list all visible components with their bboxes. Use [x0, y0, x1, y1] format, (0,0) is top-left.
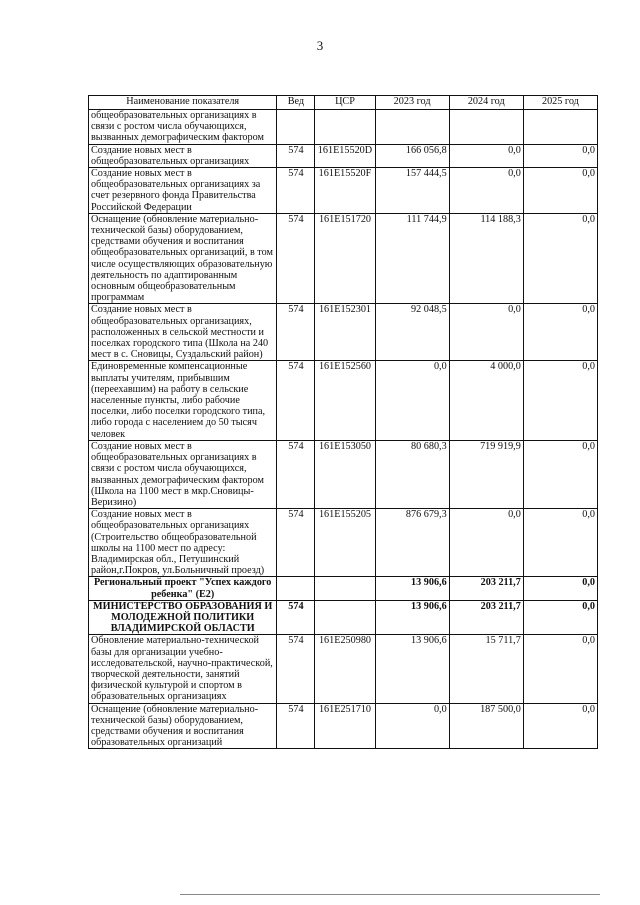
cell-ved: 574 [277, 144, 315, 167]
table-row [89, 213, 598, 304]
cell-csr: 161E152301 [315, 304, 375, 361]
footer-divider [180, 894, 600, 895]
cell-name: Единовременные компенсационные выплаты учителям, прибывшим (переехавшим) на работу в сельские населенные пункты, либо рабочие поселки, либо поселки городского типа, либо города с населением до 50 тысяч человек [89, 361, 277, 440]
cell-ved: 574 [277, 304, 315, 361]
table-row [89, 577, 598, 600]
cell-2024: 203 211,7 [449, 577, 523, 600]
cell-2025 [523, 110, 597, 145]
cell-2025: 0,0 [523, 168, 597, 214]
cell-2025: 0,0 [523, 304, 597, 361]
cell-2023: 13 906,6 [375, 600, 449, 635]
cell-ved: 574 [277, 440, 315, 508]
cell-2025: 0,0 [523, 361, 597, 440]
cell-2023 [375, 110, 449, 145]
cell-2024: 15 711,7 [449, 635, 523, 703]
cell-2023: 0,0 [375, 361, 449, 440]
cell-name: Оснащение (обновление материально-технической базы) оборудованием, средствами обучения и воспитания образовательных организаций [89, 703, 277, 749]
cell-ved: 574 [277, 635, 315, 703]
table-row [89, 144, 598, 167]
cell-2023: 0,0 [375, 703, 449, 749]
budget-table [88, 95, 598, 749]
table-row [89, 600, 598, 635]
table-row [89, 703, 598, 749]
cell-2023: 92 048,5 [375, 304, 449, 361]
cell-2023: 111 744,9 [375, 213, 449, 304]
table-row [89, 110, 598, 145]
header-ved: Вед [277, 96, 315, 110]
cell-2024: 0,0 [449, 509, 523, 577]
header-2023: 2023 год [375, 96, 449, 110]
table-row [89, 168, 598, 214]
header-csr: ЦСР [315, 96, 375, 110]
cell-name: Создание новых мест в общеобразовательных организациях [89, 144, 277, 167]
cell-name: Создание новых мест в общеобразовательных организациях за счет резервного фонда Правительства Российской Федерации [89, 168, 277, 214]
cell-2024 [449, 110, 523, 145]
cell-2023: 13 906,6 [375, 635, 449, 703]
cell-2025: 0,0 [523, 144, 597, 167]
cell-2024: 187 500,0 [449, 703, 523, 749]
table-row [89, 361, 598, 440]
cell-csr: 161E15520F [315, 168, 375, 214]
cell-ved: 574 [277, 703, 315, 749]
cell-2024: 0,0 [449, 144, 523, 167]
cell-csr: 161E251710 [315, 703, 375, 749]
page-number: 3 [316, 38, 324, 53]
cell-2024: 203 211,7 [449, 600, 523, 635]
cell-name: Оснащение (обновление материально-технической базы) оборудованием, средствами обучения и воспитания общеобразовательных организаций, в том числе осуществляющих образовательную деятельность по адаптированным основным общеобразовательным программам [89, 213, 277, 304]
cell-csr: 161E152560 [315, 361, 375, 440]
cell-2025: 0,0 [523, 635, 597, 703]
cell-2025: 0,0 [523, 440, 597, 508]
cell-2025: 0,0 [523, 703, 597, 749]
cell-2025: 0,0 [523, 600, 597, 635]
table-row [89, 440, 598, 508]
cell-ved: 574 [277, 509, 315, 577]
cell-2023: 13 906,6 [375, 577, 449, 600]
cell-ved [277, 577, 315, 600]
cell-ved: 574 [277, 600, 315, 635]
cell-ved: 574 [277, 168, 315, 214]
cell-name: Создание новых мест в общеобразовательных организациях, расположенных в сельской местности и поселках городского типа (Школа на 240 мест в с. Сновицы, Суздальский район) [89, 304, 277, 361]
cell-ved: 574 [277, 213, 315, 304]
cell-name: МИНИСТЕРСТВО ОБРАЗОВАНИЯ И МОЛОДЕЖНОЙ ПОЛИТИКИ ВЛАДИМИРСКОЙ ОБЛАСТИ [89, 600, 277, 635]
cell-csr [315, 577, 375, 600]
cell-2024: 0,0 [449, 168, 523, 214]
cell-ved: 574 [277, 361, 315, 440]
table-row [89, 635, 598, 703]
cell-2025: 0,0 [523, 213, 597, 304]
cell-name: Региональный проект "Успех каждого ребенка" (Е2) [89, 577, 277, 600]
cell-2025: 0,0 [523, 509, 597, 577]
cell-2023: 166 056,8 [375, 144, 449, 167]
cell-2024: 114 188,3 [449, 213, 523, 304]
cell-name: общеобразовательных организациях в связи с ростом числа обучающихся, вызванных демографическим фактором [89, 110, 277, 145]
header-name: Наименование показателя [89, 96, 277, 110]
cell-2023: 876 679,3 [375, 509, 449, 577]
cell-2024: 719 919,9 [449, 440, 523, 508]
cell-2023: 157 444,5 [375, 168, 449, 214]
cell-name: Обновление материально-технической базы для организации учебно-исследовательской, научно-практической, творческой деятельности, занятий физической культурой и спортом в образовательных организациях [89, 635, 277, 703]
cell-csr: 161E15520D [315, 144, 375, 167]
header-2025: 2025 год [523, 96, 597, 110]
cell-csr: 161E151720 [315, 213, 375, 304]
cell-name: Создание новых мест в общеобразовательных организациях (Строительство общеобразовательной школы на 1100 мест по адресу: Владимирская обл., Петушинский район,г.Покров, ул.Больничный проезд) [89, 509, 277, 577]
cell-csr: 161E153050 [315, 440, 375, 508]
cell-ved [277, 110, 315, 145]
cell-2025: 0,0 [523, 577, 597, 600]
cell-2024: 4 000,0 [449, 361, 523, 440]
table-row [89, 509, 598, 577]
cell-2024: 0,0 [449, 304, 523, 361]
table-header-row [89, 96, 598, 110]
header-2024: 2024 год [449, 96, 523, 110]
table-row [89, 304, 598, 361]
cell-2023: 80 680,3 [375, 440, 449, 508]
cell-csr: 161E250980 [315, 635, 375, 703]
cell-csr [315, 600, 375, 635]
cell-csr: 161E155205 [315, 509, 375, 577]
cell-csr [315, 110, 375, 145]
cell-name: Создание новых мест в общеобразовательных организациях в связи с ростом числа обучающихся, вызванных демографическим фактором (Школа на 1100 мест в мкр.Сновицы-Веризино) [89, 440, 277, 508]
